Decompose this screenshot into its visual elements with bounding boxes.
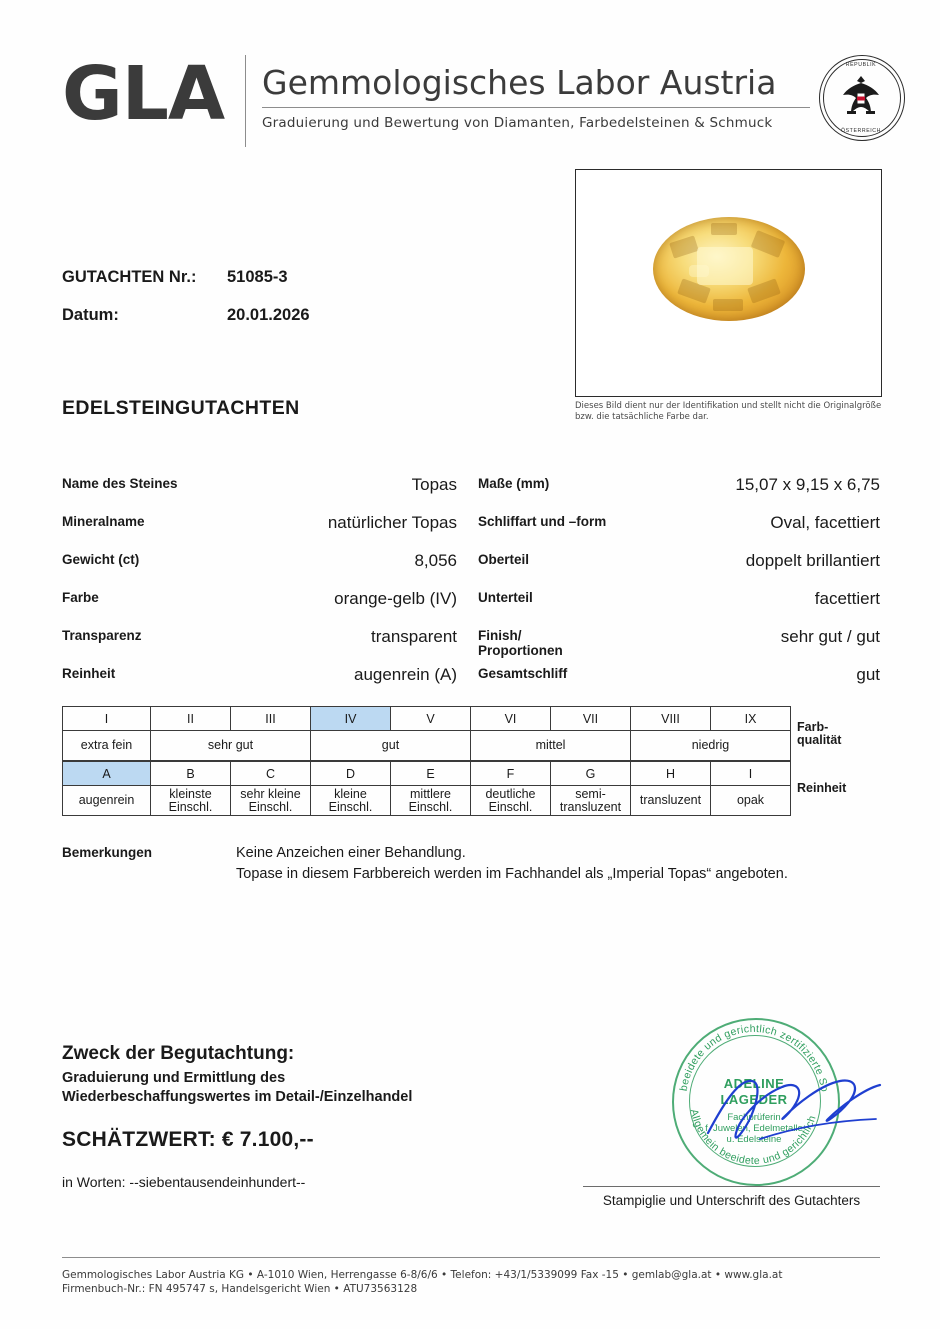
- spec-label: Finish/ Proportionen: [478, 628, 563, 658]
- lab-tagline: Graduierung und Bewertung von Diamanten, Farbedelsteinen & Schmuck: [262, 115, 773, 131]
- spec-row: [478, 475, 880, 513]
- color-grade-cell: VIII: [631, 707, 711, 731]
- spec-value: facettiert: [814, 589, 880, 608]
- clarity-side-label: Reinheit: [797, 781, 847, 795]
- spec-row: [478, 589, 880, 627]
- color-quality-side-label: Farb- qualität: [797, 719, 842, 747]
- clarity-grade-cell: I: [711, 762, 791, 786]
- clarity-description-cell: sehr kleine Einschl.: [231, 786, 311, 816]
- color-group-cell: niedrig: [631, 731, 791, 761]
- spec-row: [62, 513, 457, 551]
- spec-label: Maße (mm): [478, 476, 550, 491]
- clarity-grade-cell: C: [231, 762, 311, 786]
- color-group-cell: sehr gut: [151, 731, 311, 761]
- report-number-value: 51085-3: [227, 268, 288, 286]
- report-number-row: [62, 268, 482, 306]
- clarity-grade-cell: H: [631, 762, 711, 786]
- remarks-label: Bemerkungen: [62, 845, 153, 860]
- clarity-grade-row: [63, 762, 881, 786]
- clarity-description-cell: kleinste Einschl.: [151, 786, 231, 816]
- spec-label: Mineralname: [62, 514, 145, 529]
- spec-row: [478, 513, 880, 551]
- spec-row: [478, 627, 880, 665]
- report-meta: [62, 268, 482, 344]
- color-grade-cell: V: [391, 707, 471, 731]
- clarity-description-cell: opak: [711, 786, 791, 816]
- stamp-subtitle: Fachprüferin f. Juwelen, Edelmetalle u. Edelsteine: [705, 1112, 803, 1145]
- spec-value: Oval, facettiert: [770, 513, 880, 532]
- clarity-grade-cell: E: [391, 762, 471, 786]
- spec-label: Name des Steines: [62, 476, 178, 491]
- spec-label: Gesamtschliff: [478, 666, 568, 681]
- spec-value: 8,056: [414, 551, 457, 570]
- footer-line-1: Gemmologisches Labor Austria KG • A-1010 Wien, Herrengasse 6-8/6/6 • Telefon: +43/1/5339099 Fax -15 • gemlab@gla.at • www.gla.at: [62, 1269, 783, 1281]
- color-group-row: [63, 731, 881, 761]
- spec-value: sehr gut / gut: [780, 627, 880, 646]
- color-group-cell: extra fein: [63, 731, 151, 761]
- svg-text:Allgemein beeidete und gericht: Allgemein beeidete und gerichtlich: [687, 1108, 819, 1168]
- crest-text-top: REPUBLIK: [845, 62, 877, 68]
- spec-value: natürlicher Topas: [327, 513, 457, 532]
- spec-row: [62, 627, 457, 665]
- spec-value: Topas: [411, 475, 457, 494]
- spec-row: [478, 551, 880, 589]
- remarks-line-2: Topase in diesem Farbbereich werden im Fachhandel als „Imperial Topas“ angeboten.: [236, 866, 788, 882]
- purpose-line-1: Graduierung und Ermittlung des: [62, 1070, 286, 1086]
- remarks-line-1: Keine Anzeichen einer Behandlung.: [236, 845, 466, 861]
- report-date-label: Datum:: [62, 306, 119, 324]
- grading-tables: [62, 706, 880, 816]
- clarity-grade-cell: F: [471, 762, 551, 786]
- specs-right-column: [478, 475, 880, 703]
- svg-text:beeidete und gerichtlich zerti: beeidete und gerichtlich zertifizierte So: [677, 1022, 831, 1093]
- spec-label: Transparenz: [62, 628, 142, 643]
- spec-label: Unterteil: [478, 590, 533, 605]
- color-quality-table: [62, 706, 881, 761]
- document-header: [62, 51, 881, 147]
- clarity-description-cell: augenrein: [63, 786, 151, 816]
- footer-line-2: Firmenbuch-Nr.: FN 495747 s, Handelsgericht Wien • ATU73563128: [62, 1283, 418, 1295]
- gem-image: [653, 217, 805, 321]
- color-grade-cell-selected: IV: [311, 707, 391, 731]
- color-grade-cell: I: [63, 707, 151, 731]
- spec-value: orange-gelb (IV): [334, 589, 457, 608]
- clarity-description-cell: semi- transluzent: [551, 786, 631, 816]
- color-grade-cell: VI: [471, 707, 551, 731]
- spec-value: augenrein (A): [353, 665, 457, 684]
- spec-label: Schliffart und –form: [478, 514, 607, 529]
- spec-value: gut: [856, 665, 880, 684]
- crest-text-bottom: ÖSTERREICH: [840, 128, 881, 134]
- eagle-icon: [841, 73, 881, 121]
- clarity-grade-cell: D: [311, 762, 391, 786]
- color-grade-cell: II: [151, 707, 231, 731]
- spec-label: Farbe: [62, 590, 99, 605]
- official-stamp: [672, 1018, 840, 1186]
- clarity-table: [62, 761, 881, 816]
- spec-label: Gewicht (ct): [62, 552, 140, 567]
- clarity-grade-cell-selected: A: [63, 762, 151, 786]
- clarity-description-cell: mittlere Einschl.: [391, 786, 471, 816]
- color-group-cell: mittel: [471, 731, 631, 761]
- signature-rule: [583, 1186, 880, 1187]
- signature-caption: Stampiglie und Unterschrift des Gutachters: [602, 1193, 861, 1208]
- clarity-description-cell: transluzent: [631, 786, 711, 816]
- page-title: EDELSTEINGUTACHTEN: [62, 397, 300, 419]
- purpose-block: [62, 1043, 542, 1107]
- spec-label: Oberteil: [478, 552, 530, 567]
- footer-rule: [62, 1257, 880, 1258]
- color-grade-row: [63, 707, 881, 731]
- color-grade-cell: IX: [711, 707, 791, 731]
- footer: [62, 1268, 880, 1296]
- clarity-description-row: [63, 786, 881, 816]
- gem-photo-caption: Dieses Bild dient nur der Identifikation und stellt nicht die Originalgröße bzw. die tatsächliche Farbe dar.: [575, 401, 882, 422]
- spec-row: [62, 665, 457, 703]
- austria-crest-icon: [819, 55, 905, 141]
- spec-value: transparent: [371, 627, 457, 646]
- header-rule: [262, 107, 810, 108]
- report-date-value: 20.01.2026: [227, 306, 310, 324]
- estimated-value: SCHÄTZWERT: € 7.100,--: [62, 1128, 314, 1151]
- clarity-grade-cell: G: [551, 762, 631, 786]
- clarity-description-cell: kleine Einschl.: [311, 786, 391, 816]
- header-divider: [245, 55, 246, 147]
- lab-name: Gemmologisches Labor Austria: [262, 63, 777, 102]
- specs-left-column: [62, 475, 457, 703]
- color-grade-cell: III: [231, 707, 311, 731]
- spec-label: Reinheit: [62, 666, 116, 681]
- remarks-text: [236, 843, 836, 885]
- gem-photo: [575, 169, 882, 397]
- spec-row: [62, 551, 457, 589]
- gla-logo: GLA: [62, 51, 225, 137]
- spec-value: doppelt brillantiert: [745, 551, 880, 570]
- clarity-description-cell: deutliche Einschl.: [471, 786, 551, 816]
- purpose-title: Zweck der Begutachtung:: [62, 1043, 295, 1064]
- color-grade-cell: VII: [551, 707, 631, 731]
- estimated-value-words: in Worten: --siebentausendeinhundert--: [62, 1174, 306, 1190]
- purpose-line-2: Wiederbeschaffungswertes im Detail-/Einzelhandel: [62, 1089, 413, 1105]
- spec-value: 15,07 x 9,15 x 6,75: [735, 475, 880, 494]
- color-group-cell: gut: [311, 731, 471, 761]
- report-number-label: GUTACHTEN Nr.:: [62, 268, 197, 286]
- spec-row: [62, 589, 457, 627]
- spec-row: [478, 665, 880, 703]
- spec-row: [62, 475, 457, 513]
- report-date-row: [62, 306, 482, 344]
- stamp-name: ADELINE LAGEDER: [720, 1076, 788, 1107]
- clarity-grade-cell: B: [151, 762, 231, 786]
